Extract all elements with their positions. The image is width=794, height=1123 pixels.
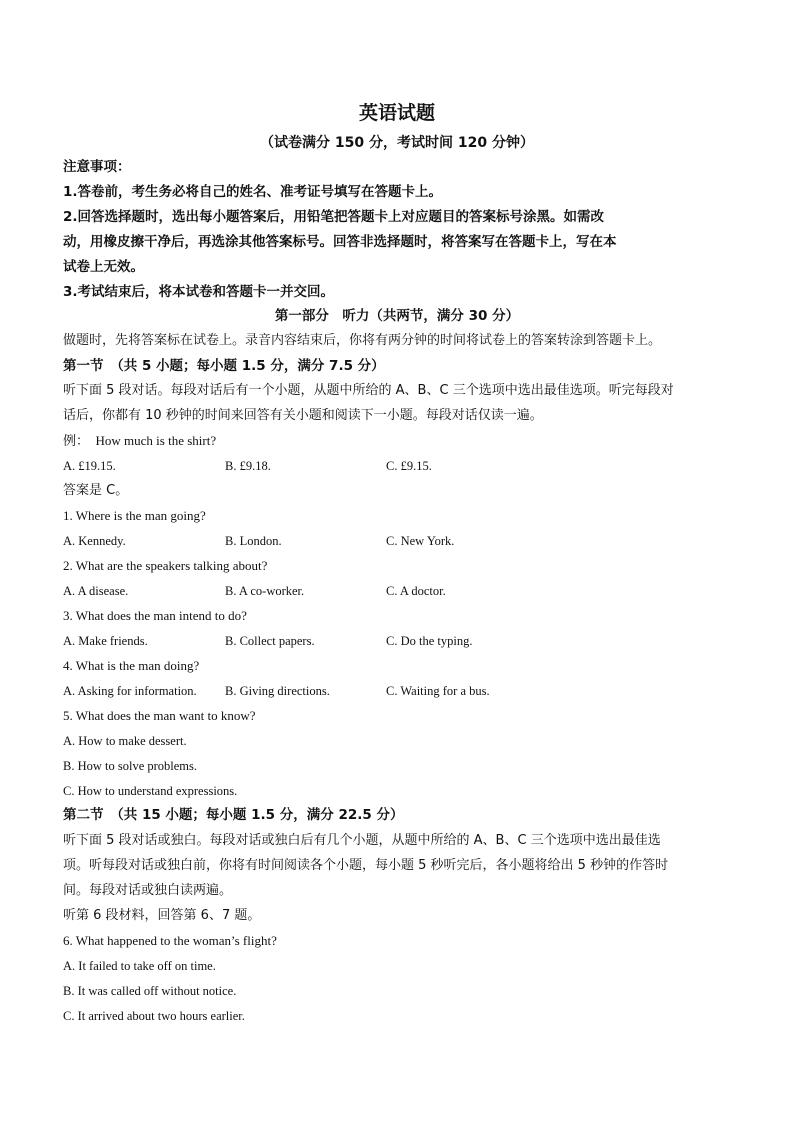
section1-instruction-line-2: 话后，你都有 10 秒钟的时间来回答有关小题和阅读下一小题。每段对话仅读一遍。 xyxy=(63,408,543,423)
q5-option-a: A. How to make dessert. xyxy=(63,734,187,748)
question-4: 4. What is the man doing? xyxy=(63,658,200,673)
q2-option-b: B. A co-worker. xyxy=(225,584,305,598)
q1-option-b: B. London. xyxy=(225,534,282,548)
notice-item-3: 3.考试结束后，将本试卷和答题卡一并交回。 xyxy=(63,284,335,300)
example-option-c: C. £9.15. xyxy=(386,459,432,473)
question-5: 5. What does the man want to know? xyxy=(63,708,256,723)
q5-option-b: B. How to solve problems. xyxy=(63,759,198,773)
page-subtitle: （试卷满分 150 分，考试时间 120 分钟） xyxy=(260,135,534,151)
section1-instruction-line-1: 听下面 5 段对话。每段对话后有一个小题，从题中所给的 A、B、C 三个选项中选出最佳选项。听完每段对 xyxy=(63,383,674,398)
q3-option-a: A. Make friends. xyxy=(63,634,148,648)
section2-heading: 第二节 （共 15 小题；每小题 1.5 分，满分 22.5 分） xyxy=(63,807,404,823)
q4-option-c: C. Waiting for a bus. xyxy=(386,684,490,698)
q5-option-c: C. How to understand expressions. xyxy=(63,784,238,798)
section2-instruction-line-2: 项。听每段对话或独白前，你将有时间阅读各个小题，每小题 5 秒听完后，各小题将给出 5 秒钟的作答时 xyxy=(63,858,669,873)
q6-option-a: A. It failed to take off on time. xyxy=(63,959,216,973)
q1-option-a: A. Kennedy. xyxy=(63,534,126,548)
q4-option-b: B. Giving directions. xyxy=(225,684,330,698)
notice-item-2-line-2: 动，用橡皮擦干净后，再选涂其他答案标号。回答非选择题时，将答案写在答题卡上，写在本 xyxy=(63,234,617,250)
notice-item-2-line-3: 试卷上无效。 xyxy=(63,259,144,275)
question-3: 3. What does the man intend to do? xyxy=(63,608,247,623)
q6-option-b: B. It was called off without notice. xyxy=(63,984,237,998)
example-question: 例： How much is the shirt? xyxy=(63,433,217,448)
question-2: 2. What are the speakers talking about? xyxy=(63,558,268,573)
part1-instruction: 做题时，先将答案标在试卷上。录音内容结束后，你将有两分钟的时间将试卷上的答案转涂到答题卡上。 xyxy=(63,333,662,348)
example-answer: 答案是 C。 xyxy=(63,483,129,498)
q3-option-b: B. Collect papers. xyxy=(225,634,315,648)
notice-item-1: 1.答卷前，考生务必将自己的姓名、准考证号填写在答题卡上。 xyxy=(63,184,443,200)
part1-heading: 第一部分 听力（共两节，满分 30 分） xyxy=(274,308,520,324)
example-option-a: A. £19.15. xyxy=(63,459,116,473)
q2-option-a: A. A disease. xyxy=(63,584,129,598)
q3-option-c: C. Do the typing. xyxy=(386,634,473,648)
q1-option-c: C. New York. xyxy=(386,534,455,548)
section1-heading: 第一节 （共 5 小题；每小题 1.5 分，满分 7.5 分） xyxy=(63,358,385,374)
notice-heading: 注意事项： xyxy=(63,159,131,175)
q4-option-a: A. Asking for information. xyxy=(63,684,197,698)
q2-option-c: C. A doctor. xyxy=(386,584,446,598)
section2-instruction-line-1: 听下面 5 段对话或独白。每段对话或独白后有几个小题，从题中所给的 A、B、C 三个选项中选出最佳选 xyxy=(63,833,661,848)
page-title: 英语试题 xyxy=(358,102,435,124)
example-option-b: B. £9.18. xyxy=(225,459,271,473)
question-6: 6. What happened to the woman’s flight? xyxy=(63,933,277,948)
q6-option-c: C. It arrived about two hours earlier. xyxy=(63,1009,245,1023)
section2-instruction-line-3: 间。每段对话或独白读两遍。 xyxy=(63,883,233,898)
question-1: 1. Where is the man going? xyxy=(63,508,206,523)
notice-item-2-line-1: 2.回答选择题时，选出每小题答案后，用铅笔把答题卡上对应题目的答案标号涂黑。如需改 xyxy=(63,209,605,225)
material-6-note: 听第 6 段材料，回答第 6、7 题。 xyxy=(63,908,261,923)
